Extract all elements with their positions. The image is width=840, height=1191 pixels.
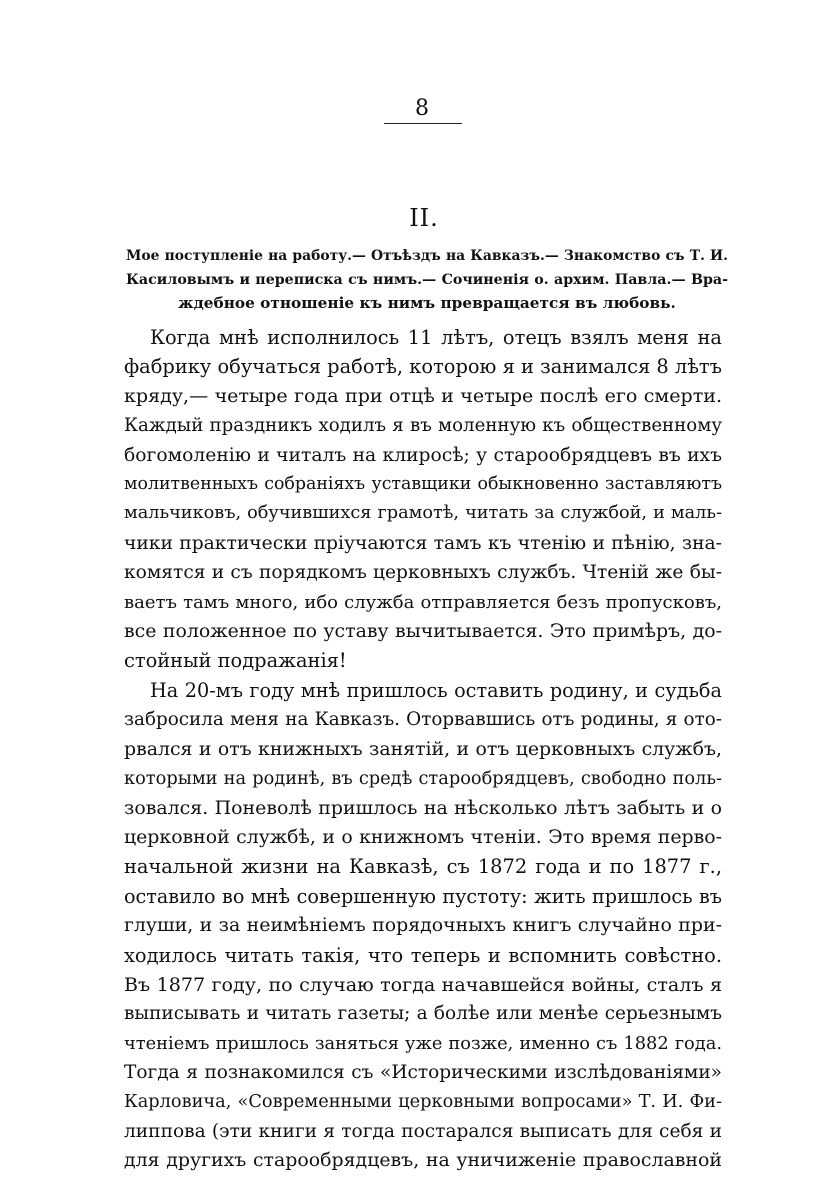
body-line: ходилось читать такія, что теперь и вспомнить совѣстно. [124, 943, 722, 967]
body-line: молитвенныхъ собраніяхъ уставщики обыкновенно заставляютъ [124, 474, 722, 495]
body-line: зовался. Поневолѣ пришлось на нѣсколько лѣтъ забыть и о [124, 796, 722, 819]
summary-line: Мое поступленіе на работу.— Отъѣздъ на Кавказъ.— Знакомство съ Т. И. [126, 248, 728, 264]
body-line: оставило во мнѣ совершенную пустоту: жить пришлось въ [124, 884, 722, 908]
body-line: Карловича, «Современными церковными вопросами» Т. И. Фи- [124, 1091, 722, 1112]
summary-line: ждебное отношеніе къ нимъ превращается въ любовь. [178, 294, 676, 313]
body-line: Въ 1877 году, по случаю тогда начавшейся войны, сталъ я [124, 972, 722, 996]
page-number-rule [384, 123, 462, 124]
page-number: 8 [415, 96, 429, 121]
body-line: выписывать и читать газеты; а болѣе или менѣе серьезнымъ [124, 1003, 722, 1025]
summary-line: Касиловымъ и переписка съ нимъ.— Сочиненія о. архим. Павла.— Вра- [126, 271, 728, 288]
body-line: Когда мнѣ исполнилось 11 лѣтъ, отецъ взялъ меня на [150, 326, 722, 349]
body-line: рвался и отъ книжныхъ занятій, и отъ церковныхъ службъ, [124, 737, 722, 760]
body-line: фабрику обучаться работѣ, которою я и занимался 8 лѣтъ [124, 355, 722, 379]
body-line: липпова (эти книги я тогда постарался выписать для себя и [124, 1120, 722, 1142]
body-line: глуши, и за неимѣніемъ порядочныхъ книгъ случайно при- [124, 914, 722, 937]
chapter-heading: II. [409, 204, 439, 232]
chapter-summary [126, 245, 728, 316]
body-line: кряду,— четыре года при отцѣ и четыре послѣ его смерти. [124, 384, 722, 407]
body-line: чтеніемъ пришлось заняться уже позже, именно съ 1882 года. [124, 1032, 722, 1054]
body-line: богомоленію и читалъ на клиросѣ; у старообрядцевъ въ ихъ [124, 444, 722, 466]
body-line: начальной жизни на Кавказѣ, съ 1872 года и по 1877 г., [124, 855, 722, 879]
body-line: Каждый праздникъ ходилъ я въ моленную къ общественному [124, 415, 722, 437]
body-line: все положенное по уставу вычитывается. Это примѣръ, до- [124, 620, 722, 643]
body-line: чики практически пріучаются тамъ къ чтенію и пѣнію, зна- [124, 532, 722, 554]
body-line: для другихъ старообрядцевъ, на уничиженіе православной [124, 1149, 722, 1172]
body-line: которыми на родинѣ, въ средѣ старообрядцевъ, свободно поль- [124, 768, 722, 790]
body-line: ваетъ тамъ много, ибо служба отправляется безъ пропусковъ, [124, 591, 722, 613]
body-line: церковной службѣ, и о книжномъ чтеніи. Это время перво- [124, 825, 722, 848]
body-line: забросила меня на Кавказъ. Оторвавшись отъ родины, я ото- [124, 709, 722, 731]
body-text [124, 323, 722, 1176]
body-line: мальчиковъ, обучившихся грамотѣ, читать за службой, и маль- [124, 503, 722, 524]
body-line: Тогда я познакомился съ «Историческими изслѣдованіями» [124, 1062, 722, 1084]
body-line: комятся и съ порядкомъ церковныхъ службъ. Чтеній же бы- [124, 562, 722, 584]
body-line: стойный подражанія! [124, 649, 347, 673]
body-line: На 20-мъ году мнѣ пришлось оставить родину, и судьба [150, 678, 722, 702]
